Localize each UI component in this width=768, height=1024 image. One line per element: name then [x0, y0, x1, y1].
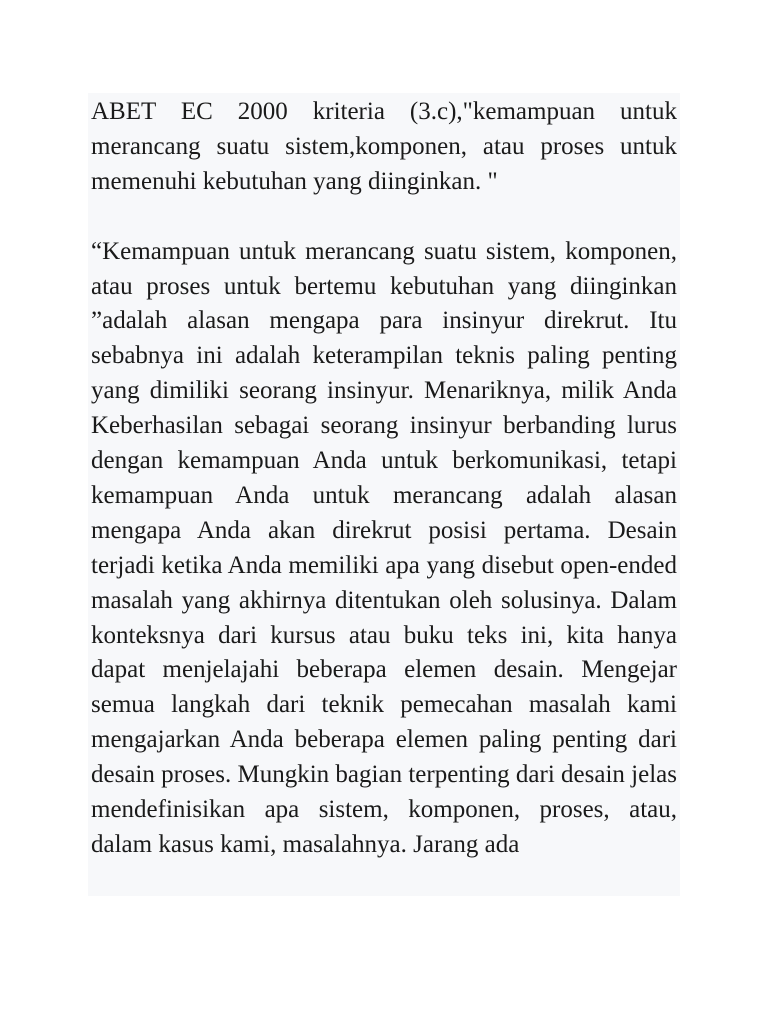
paragraph-abet-criteria: ABET EC 2000 kriteria (3.c),"kemampuan untuk merancang suatu sistem,komponen, atau proses untuk memenuhi kebutuhan yang diinginkan. " — [91, 98, 677, 195]
document-text-block — [88, 93, 680, 896]
paragraph-design-ability: “Kemampuan untuk merancang suatu sistem, komponen, atau proses untuk bertemu kebutuhan yang diinginkan ”adalah alasan mengapa para insinyur direkrut. Itu sebabnya ini adalah keterampilan teknis paling penting yang dimiliki seorang insinyur. Menariknya, milik Anda Keberhasilan sebagai seorang insinyur berbanding lurus dengan kemampuan Anda untuk berkomunikasi, tetapi kemampuan Anda untuk merancang adalah alasan mengapa Anda akan direkrut posisi pertama. Desain terjadi ketika Anda memiliki apa yang disebut open-ended masalah yang akhirnya ditentukan oleh solusinya. Dalam konteksnya dari kursus atau buku teks ini, kita hanya dapat menjelajahi beberapa elemen desain. Mengejar semua langkah dari teknik pemecahan masalah kami mengajarkan Anda beberapa elemen paling penting dari desain proses. Mungkin bagian terpenting dari desain jelas mendefinisikan apa sistem, komponen, proses, atau, dalam kasus kami, masalahnya. Jarang ada — [91, 237, 677, 859]
